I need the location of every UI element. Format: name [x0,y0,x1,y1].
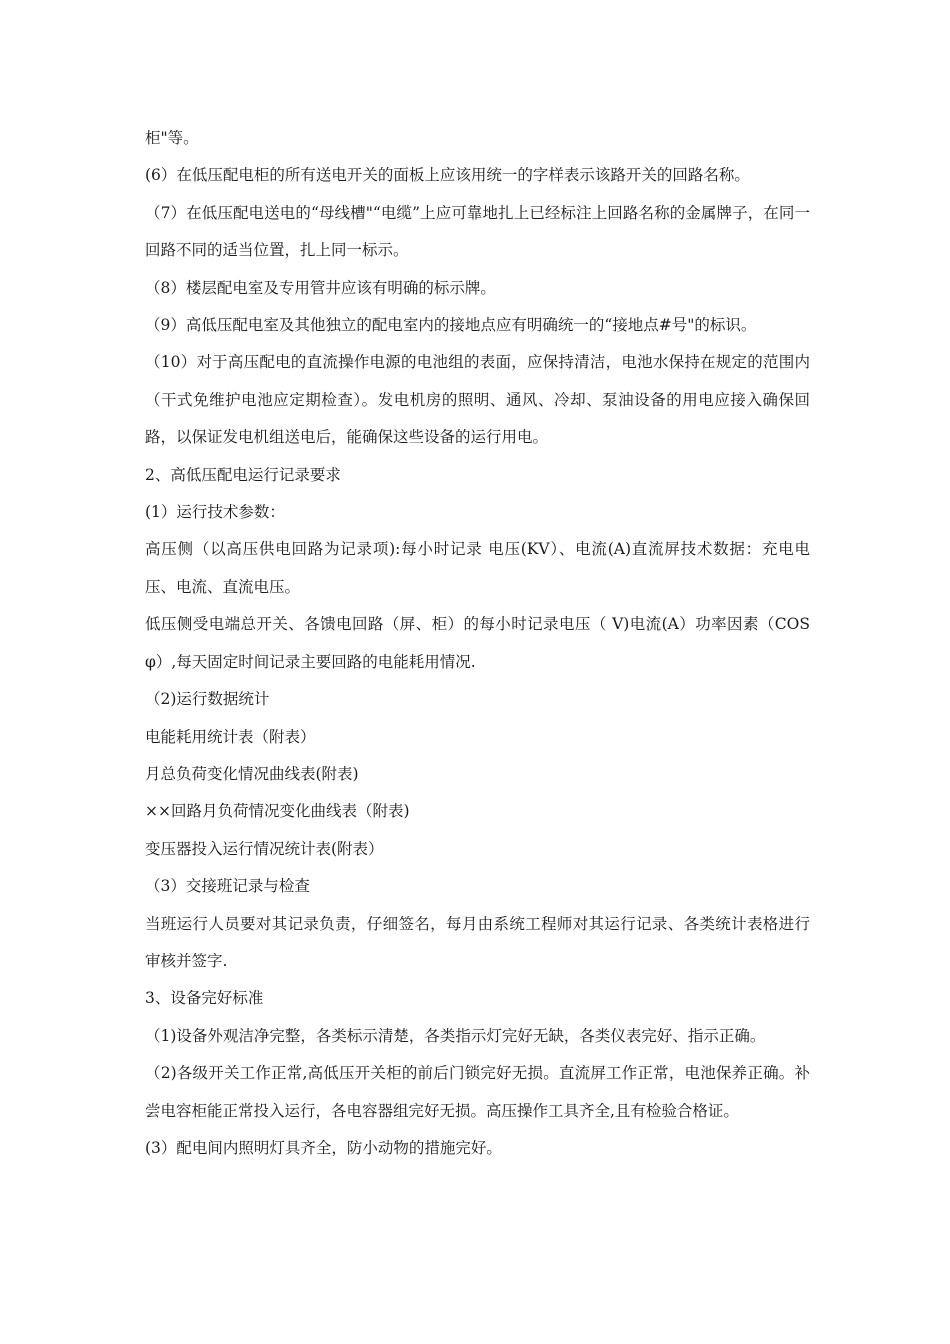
document-body [145,120,810,1167]
paragraph: 当班运行人员要对其记录负责，仔细签名，每月由系统工程师对其运行记录、各类统计表格进行审核并签字. [145,914,810,970]
paragraph: （2)各级开关工作正常,高低压开关柜的前后门锁完好无损。直流屏工作正常，电池保养正确。补尝电容柜能正常投入运行，各电容器组完好无损。高压操作工具齐全,且有检验合格证。 [145,1064,810,1120]
paragraph: 电能耗用统计表（附表） [145,727,316,746]
section-heading: 2、高低压配电运行记录要求 [145,465,341,484]
paragraph: (1）运行技术参数： [145,503,285,522]
paragraph: （8）楼层配电室及专用管井应该有明确的标示牌。 [145,278,496,297]
paragraph: (6）在低压配电柜的所有送电开关的面板上应该用统一的字样表示该路开关的回路名称。 [145,166,750,185]
paragraph: (3）配电间内照明灯具齐全，防小动物的措施完好。 [145,1138,502,1157]
paragraph: （10）对于高压配电的直流操作电源的电池组的表面，应保持清洁，电池水保持在规定的范围内（干式免维护电池应定期检查）。发电机房的照明、通风、冷却、泵油设备的用电应接入确保回路，以保证发电机组送电后，能确保这些设备的运行用电。 [145,353,810,447]
paragraph: （1)设备外观洁净完整，各类标示清楚，各类指示灯完好无缺，各类仪表完好、指示正确。 [145,1026,766,1045]
paragraph: 柜"等。 [145,129,199,147]
paragraph: 低压侧受电端总开关、各馈电回路（屏、柜）的每小时记录电压（ V)电流(A）功率因素（COSφ）,每天固定时间记录主要回路的电能耗用情况. [145,615,810,671]
paragraph: （7）在低压配电送电的“母线槽"“电缆”上应可靠地扎上已经标注上回路名称的金属牌子，在同一回路不同的适当位置，扎上同一标示。 [145,203,810,260]
paragraph: （9）高低压配电室及其他独立的配电室内的接地点应有明确统一的“接地点#号"的标识。 [145,316,757,335]
paragraph: 变压器投入运行情况统计表(附表） [145,839,384,858]
paragraph: 高压侧（以高压供电回路为记录项):每小时记录 电压(KV）、电流(A)直流屏技术数据：充电电压、电流、直流电压。 [145,540,810,596]
section-heading: 3、设备完好标准 [145,989,264,1008]
paragraph: （2)运行数据统计 [145,690,270,709]
paragraph: ××回路月负荷情况变化曲线表（附表) [145,802,410,821]
paragraph: 月总负荷变化情况曲线表(附表) [145,764,359,783]
paragraph: （3）交接班记录与检查 [145,877,310,896]
